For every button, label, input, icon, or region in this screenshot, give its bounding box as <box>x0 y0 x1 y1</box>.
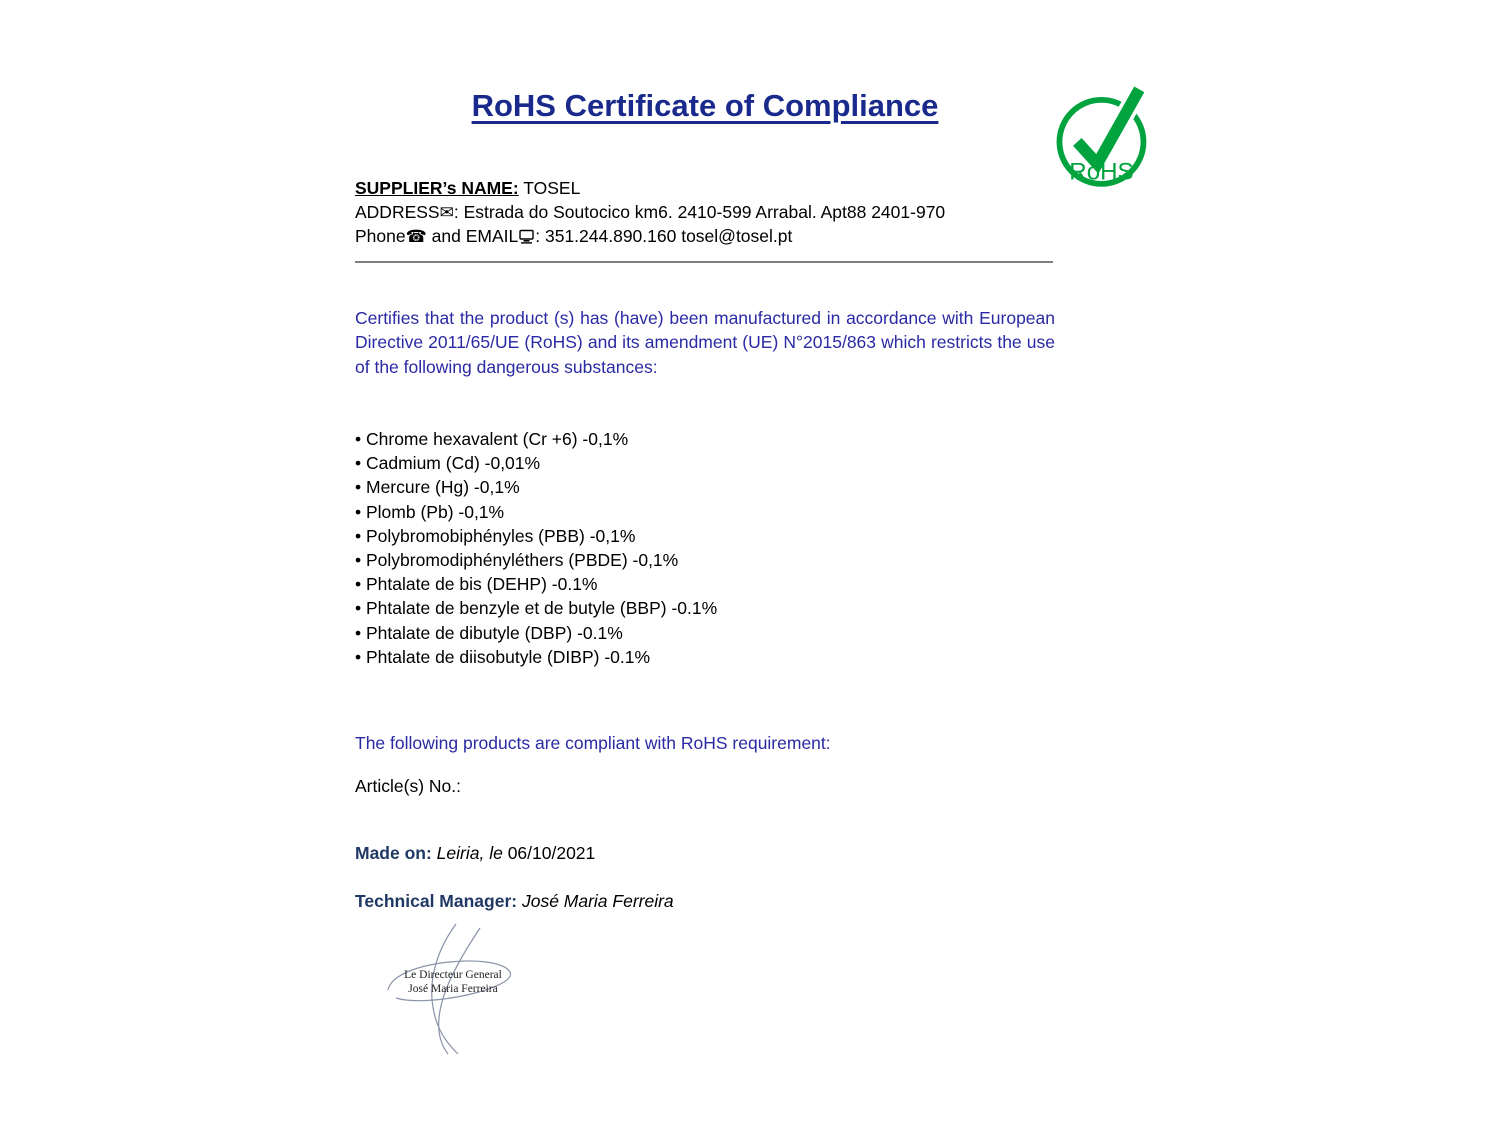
envelope-icon: ✉ <box>439 203 454 222</box>
list-item: • Phtalate de benzyle et de butyle (BBP) -0.1% <box>355 596 1095 620</box>
computer-icon <box>518 226 535 250</box>
list-item: • Plomb (Pb) -0,1% <box>355 500 1095 524</box>
supplier-block <box>355 176 1075 248</box>
rohs-logo-text: RoHS <box>1069 158 1134 186</box>
certification-paragraph: Certifies that the product (s) has (have) been manufactured in accordance with European Directive 2011/65/UE (RoHS) and its amendment (UE) N°2015/863 which restricts the use of the following dangerous substances: <box>355 308 1055 377</box>
phone-icon: ☎ <box>405 227 427 246</box>
substance-list <box>355 427 1095 669</box>
rohs-checkmark-icon <box>1052 82 1152 187</box>
made-on-place: Leiria, le <box>431 843 508 863</box>
address-label: ADDRESS <box>355 202 440 222</box>
list-item: • Chrome hexavalent (Cr +6) -0,1% <box>355 427 1095 451</box>
signature-text <box>388 968 518 996</box>
contact-value: : 351.244.890.160 tosel@tosel.pt <box>535 226 793 246</box>
list-item: • Phtalate de diisobutyle (DIBP) -0.1% <box>355 645 1095 669</box>
phone-label: Phone <box>355 226 406 246</box>
technical-manager-label: Technical Manager: <box>355 891 518 911</box>
email-label: and EMAIL <box>426 226 519 246</box>
made-on-label: Made on: <box>355 843 432 863</box>
supplier-name-line <box>355 176 1075 200</box>
list-item: • Phtalate de dibutyle (DBP) -0.1% <box>355 621 1095 645</box>
signature-block <box>358 922 588 1062</box>
technical-manager-line <box>355 891 674 912</box>
technical-manager-value: José Maria Ferreira <box>517 891 674 911</box>
list-item: • Cadmium (Cd) -0,01% <box>355 451 1095 475</box>
list-item: • Phtalate de bis (DEHP) -0.1% <box>355 572 1095 596</box>
signature-text-line1: Le Directeur General <box>404 969 502 981</box>
made-on-date: 06/10/2021 <box>507 843 596 863</box>
rohs-logo <box>1052 82 1152 187</box>
supplier-contact-line <box>355 224 1075 248</box>
supplier-address-line <box>355 200 1075 224</box>
list-item: • Mercure (Hg) -0,1% <box>355 475 1095 499</box>
list-item: • Polybromodiphényléthers (PBDE) -0,1% <box>355 548 1095 572</box>
address-value: : Estrada do Soutocico km6. 2410-599 Arrabal. Apt88 2401-970 <box>453 202 946 222</box>
compliance-statement: The following products are compliant with RoHS requirement: <box>355 733 831 753</box>
made-on-line <box>355 843 595 864</box>
supplier-name-label: SUPPLIER’s NAME: <box>355 178 519 198</box>
page-title: RoHS Certificate of Compliance <box>471 88 939 123</box>
article-number-label: Article(s) No.: <box>355 776 461 796</box>
list-item: • Polybromobiphényles (PBB) -0,1% <box>355 524 1095 548</box>
horizontal-divider <box>355 261 1053 263</box>
supplier-name-value: TOSEL <box>518 178 581 198</box>
signature-text-line2: José Maria Ferreira <box>408 983 498 995</box>
